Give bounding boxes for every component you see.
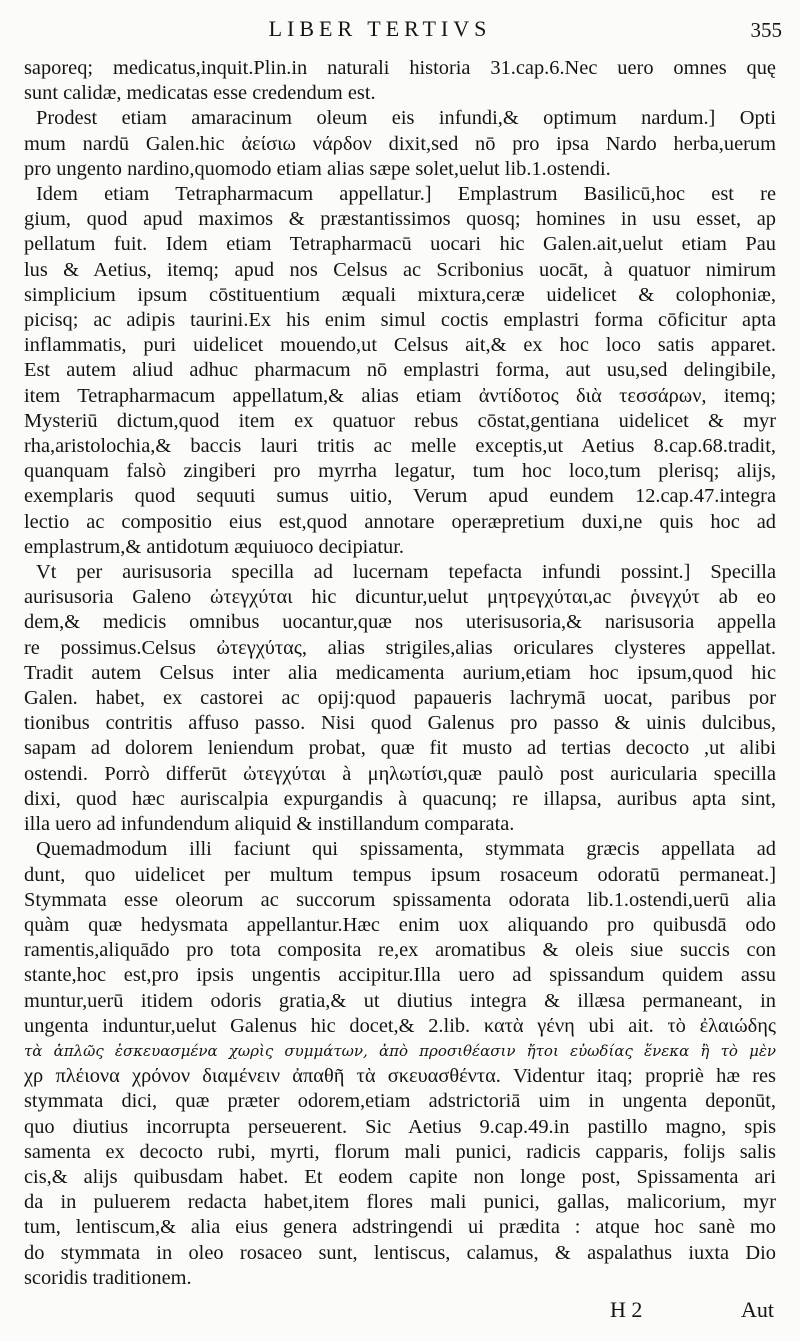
text-line: cis,& alijs quibusdam habet. Et eodem capite non longe post, Spissamenta ari — [24, 1165, 776, 1188]
text-line: sapam ad dolorem leniendum probat, quæ fit musto ad tertias decocto ,ut alibi — [24, 737, 776, 760]
text-line: Est autem aliud adhuc pharmacum nō emplastri forma, aut usu,sed delingibile, — [24, 359, 776, 382]
text-line: stymmata dici, quæ præter odorem,etiam adstrictoriā uim in ungenta deponūt, — [24, 1090, 776, 1113]
text-line: χρ πλέιονα χρόνον διαμένειν ἀπαθῆ τὰ σκευασθέντα. Videntur itaq; propriè hæ res — [24, 1065, 776, 1088]
text-line: Vt per aurisusoria specilla ad lucernam tepefacta infundi possint.] Specilla — [36, 561, 776, 584]
text-line: Quemadmodum illi faciunt qui spissamenta, stymmata græcis appellata ad — [36, 838, 776, 861]
text-line: ungenta induntur,uelut Galenus hic docet,& 2.lib. κατὰ γένη ubi ait. τὸ ἐλαιώδης — [24, 1014, 776, 1037]
text-line: scoridis traditionem. — [24, 1266, 192, 1289]
text-line: re possimus.Celsus ὠτεγχύτας, alias strigiles,alias oriculares clysteres appellat. — [24, 636, 776, 659]
text-line: Tradit autem Celsus inter alia medicamenta aurium,etiam hoc ipsum,quod hic — [24, 661, 776, 684]
text-line: tionibus contritis affuso passo. Nisi quod Galenus pro passo & uinis dulcibus, — [24, 712, 776, 735]
text-line: samenta ex decocto rubi, myrti, florum mali punici, radicis capparis, folijs salis — [24, 1140, 776, 1163]
text-line: rha,aristolochia,& baccis lauri tritis ac melle exceptis,ut Aetius 8.cap.68.tradit, — [24, 435, 776, 458]
running-title: LIBER TERTIVS — [268, 16, 492, 41]
text-line: da in puluerem redacta habet,item flores mali punici, gallas, malicorium, myr — [24, 1191, 776, 1214]
text-line: τὰ ἁπλῶς ἐσκευασμένα χωρὶς συμμάτων, ἀπὸ προσιθέασιν ἤτοι εὐωδίας ἕνεκα ἢ τὸ μὲν — [24, 1041, 776, 1060]
text-line: ramentis,aliquādo pro tota composita re,ex aromatibus & oleis siue succis con — [24, 939, 776, 962]
text-line: Idem etiam Tetrapharmacum appellatur.] Emplastrum Basilicū,hoc est re — [36, 183, 776, 206]
text-line: sunt calidæ, medicatas esse credendum est. — [24, 82, 376, 105]
text-line: pro ungento nardino,quomodo etiam alias sæpe solet,uelut lib.1.ostendi. — [24, 157, 611, 180]
text-line: simplicium ipsum cōstituentium æquali mixtura,ceræ uidelicet & colophoniæ, — [24, 283, 776, 306]
page-number: 355 — [750, 18, 782, 42]
text-line: ostendi. Porrò differūt ὠτεγχύται à μηλωτίσι,quæ paulò post auricularia specilla — [24, 762, 776, 785]
text-line: Stymmata esse oleorum ac succorum spissamenta odorata lib.1.ostendi,uerū alia — [24, 888, 776, 911]
text-line: lectio ac compositio eius est,quod annotare operæpretium duxi,ne quis hoc ad — [24, 510, 776, 533]
text-line: do stymmata in oleo rosaceo sunt, lentiscus, calamus, & aspalathus iuxta Dio — [24, 1241, 776, 1264]
text-line: item Tetrapharmacum appellatum,& alias etiam ἀντίδοτος διὰ τεσσάρων, itemq; — [24, 384, 776, 407]
text-line: gium, quod apud maximos & præstantissimos quosq; homines in usu esset, ap — [24, 208, 776, 231]
text-line: emplastrum,& antidotum æquiuoco decipiatur. — [24, 535, 404, 558]
text-line: inflammatis, puri uidelicet mouendo,ut Celsus ait,& ex hoc loco satis apparet. — [24, 334, 776, 357]
text-line: saporeq; medicatus,inquit.Plin.in naturali historia 31.cap.6.Nec uero omnes quę — [24, 57, 776, 79]
body-text — [24, 56, 776, 1291]
text-line: illa uero ad infundendum aliquid & instillandum comparata. — [24, 813, 515, 836]
text-line: lus & Aetius, itemq; apud nos Celsus ac Scribonius uocāt, à quatuor nimirum — [24, 258, 776, 281]
text-line: Mysteriū dictum,quod item ex quatuor rebus cōstat,gentiana uidelicet & myr — [24, 409, 776, 432]
text-line: quo diutius incorrupta perseuerent. Sic Aetius 9.cap.49.in pastillo magno, spis — [24, 1115, 776, 1138]
text-line: quanquam falsò zingiberi pro myrrha legatur, tum hoc loco,tum plerisq; alijs, — [24, 460, 776, 483]
text-line: muntur,uerū itidem odoris gratia,& ut diutius integra & illæsa permaneant, in — [24, 989, 776, 1012]
catchword: Aut — [741, 1297, 774, 1322]
text-line: stante,hoc est,pro ipsis ungentis accipitur.Illa uero ad spissandum quidem assu — [24, 964, 776, 987]
text-line: dem,& medicis omnibus uocantur,quæ nos uterisusoria,& narisusoria appella — [24, 611, 776, 634]
text-line: picisq; ac adipis taurini.Ex his enim simul coctis emplastri forma cōficitur apta — [24, 309, 776, 332]
text-line: Galen. habet, ex castorei ac opij:quod papaueris lachrymā uocat, paribus por — [24, 687, 776, 710]
text-line: Prodest etiam amaracinum oleum eis infundi,& optimum nardum.] Opti — [36, 107, 776, 130]
text-line: mum nardū Galen.hic ἀείσιω νάρδον dixit,sed nō pro ipsa Nardo herba,uerum — [24, 132, 776, 155]
text-line: exemplaris quod sequuti sumus uitio, Verum apud eundem 12.cap.47.integra — [24, 485, 776, 508]
text-line: tum, lentiscum,& alia eius genera adstringendi ui prædita : atque hoc sanè mo — [24, 1216, 776, 1239]
text-line: dixi, quod hæc auriscalpia expurgandis à quacunq; re illapsa, auribus apta sint, — [24, 787, 776, 810]
text-line: dunt, quo uidelicet per multum tempus ipsum rosaceum odoratū permaneat.] — [24, 863, 776, 886]
signature-mark: H 2 — [610, 1297, 643, 1322]
text-line: aurisusoria Galeno ὠτεγχύται hic dicuntur,uelut μητρεγχύται,ac ῥινεγχύτ ab eo — [24, 586, 776, 609]
text-line: pellatum fuit. Idem etiam Tetrapharmacū uocari hic Galen.ait,uelut etiam Pau — [24, 233, 776, 256]
text-line: quàm quæ hedysmata appellantur.Hæc enim uox aliquando pro quibusdā odo — [24, 913, 776, 936]
